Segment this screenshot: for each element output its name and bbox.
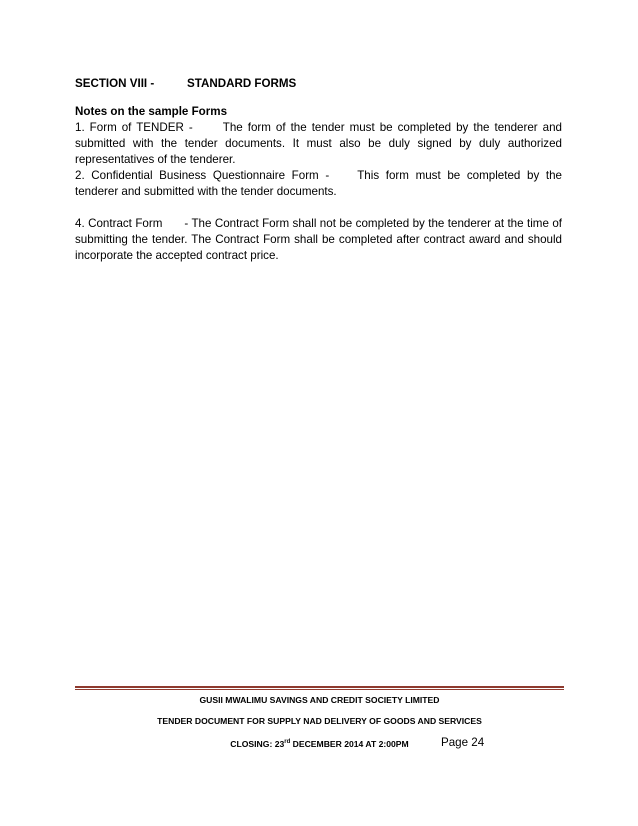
note-form-of-tender	[75, 120, 562, 168]
note-lead: 1. Form of TENDER -	[75, 121, 193, 134]
section-number: SECTION VIII -	[75, 77, 155, 90]
note-text: The form of the tender must be completed by the tenderer and submitted with the tender documents. It must also be duly signed by duly authorized representatives of the tenderer.	[75, 121, 563, 166]
note-confidential-questionnaire	[75, 168, 562, 200]
footer-divider	[75, 686, 564, 690]
footer-organization: GUSII MWALIMU SAVINGS AND CREDIT SOCIETY LIMITED	[199, 695, 440, 705]
section-title: STANDARD FORMS	[187, 77, 297, 90]
section-heading	[75, 76, 562, 92]
footer-closing-date: CLOSING: 23rd DECEMBER 2014 AT 2:00PM	[230, 739, 409, 749]
document-body	[75, 76, 562, 264]
footer-document-title: TENDER DOCUMENT FOR SUPPLY NAD DELIVERY OF GOODS AND SERVICES	[157, 716, 482, 726]
note-text: This form must be completed by the tenderer and submitted with the tender documents.	[75, 169, 562, 198]
page-number: Page 24	[441, 736, 485, 749]
notes-heading: Notes on the sample Forms	[75, 105, 228, 118]
note-lead: 2. Confidential Business Questionnaire Form -	[75, 169, 330, 182]
note-lead: 4. Contract Form	[75, 217, 163, 230]
note-text: - The Contract Form shall not be completed by the tenderer at the time of submitting the tender. The Contract Form shall be completed after contract award and should incorporate the accepted contract price.	[75, 217, 562, 262]
note-contract-form	[75, 216, 562, 264]
